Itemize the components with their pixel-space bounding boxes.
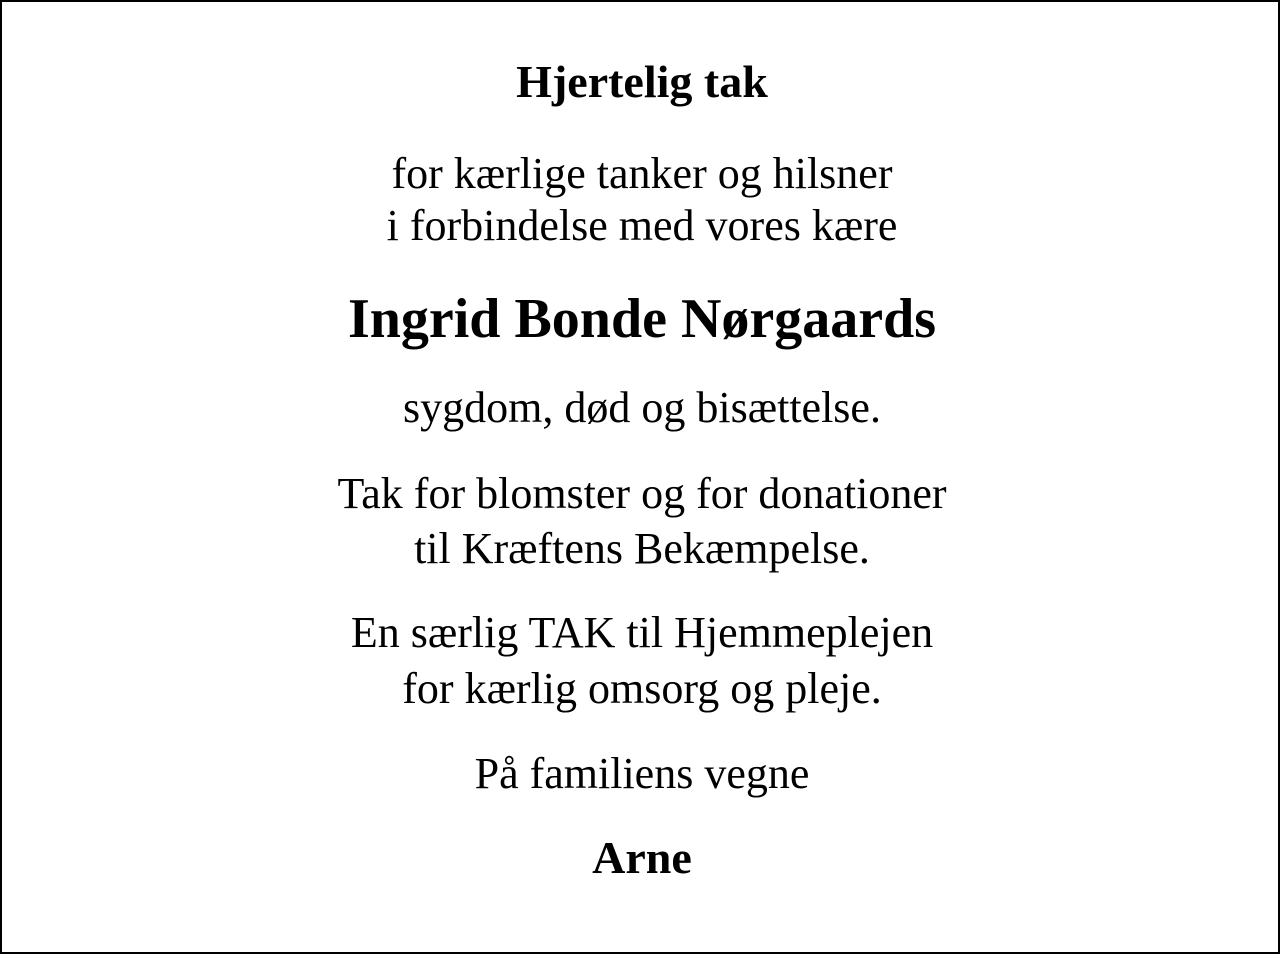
intro-line-2: i forbindelse med vores kære [386, 201, 898, 250]
thanks-line-1: Tak for blomster og for donationer [337, 469, 947, 518]
on-behalf-line: På familiens vegne [474, 749, 810, 798]
special-thanks-line-1: En særlig TAK til Hjemmeplejen [350, 608, 934, 657]
notice-heading: Hjertelig tak [516, 56, 768, 107]
intro-line-1: for kærlige tanker og hilsner [391, 149, 893, 198]
thanks-line-2: til Kræftens Bekæmpelse. [414, 524, 870, 573]
signature: Arne [592, 832, 692, 883]
special-thanks-line-2: for kærlig omsorg og pleje. [402, 664, 882, 713]
deceased-name: Ingrid Bonde Nørgaards [347, 288, 937, 350]
occasion-line: sygdom, død og bisættelse. [403, 383, 881, 432]
